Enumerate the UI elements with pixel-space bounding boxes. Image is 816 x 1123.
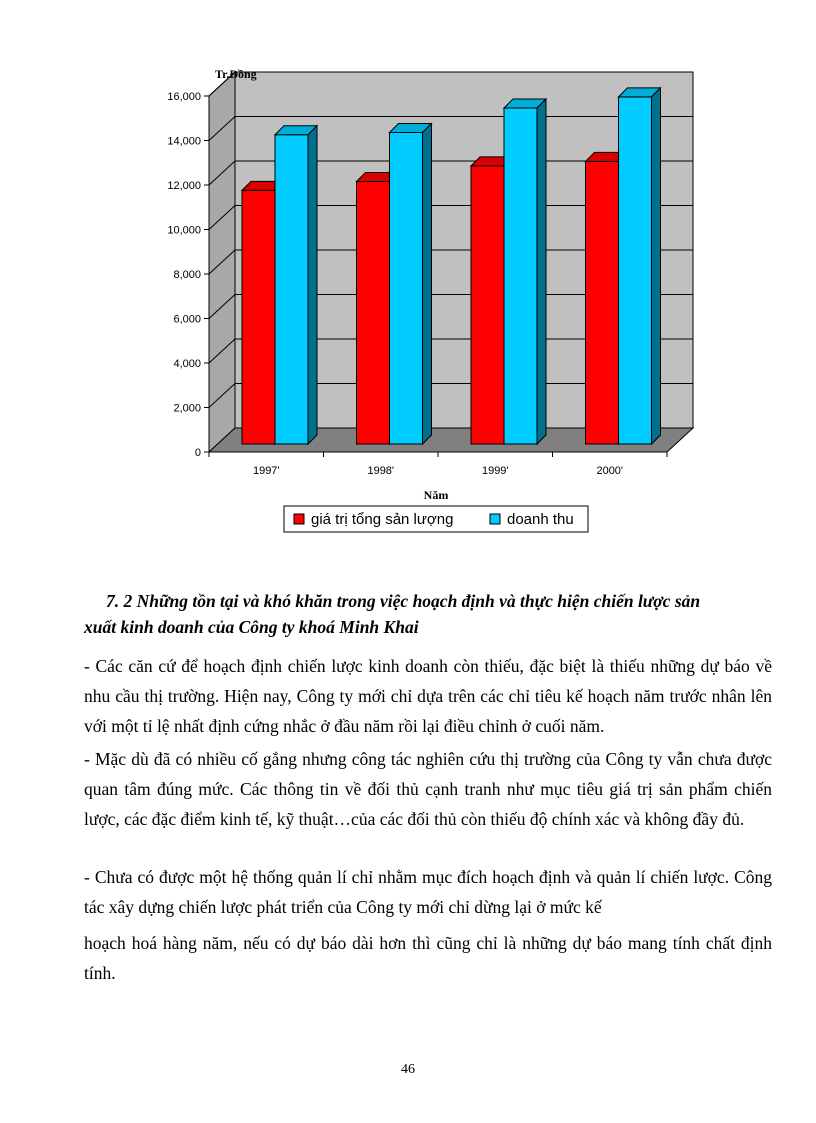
legend-label: doanh thu [507,511,574,528]
bar [390,124,432,445]
bar-side [537,99,546,444]
heading-line-2: xuất kinh doanh của Công ty khoá Minh Khai [84,617,419,637]
bar-front [619,97,652,444]
x-tick-label: 1997' [252,465,280,477]
x-tick-label: 1999' [481,465,509,477]
y-tick-label: 0 [194,447,201,459]
y-tick-label: 8,000 [173,269,201,281]
x-tick-label: 2000' [596,465,624,477]
bar-side [423,124,432,445]
paragraph-1: - Các căn cứ để hoạch định chiến lược kinh doanh còn thiếu, đặc biệt là thiếu những dự báo về nhu cầu thị trường. Hiện nay, Công ty mới chỉ dựa trên các chỉ tiêu kế hoạch năm trước nhân lên với một tỉ lệ nhất định cứng nhắc ở đầu năm rồi lại điều chỉnh ở cuối năm. [84,656,772,736]
bar-front [357,181,390,444]
bar [619,88,661,444]
bar-front [586,161,619,444]
page-number: 46 [401,1062,415,1077]
paragraph-4: hoạch hoá hàng năm, nếu có dự báo dài hơn thì cũng chỉ là những dự báo mang tính chất định tính. [84,933,772,983]
paragraph-2: - Mặc dù đã có nhiều cố gắng nhưng công tác nghiên cứu thị trường của Công ty vẫn chưa được quan tâm đúng mức. Các thông tin về đối thủ cạnh tranh như mục tiêu giá trị sản phẩm chiến lược, các đặc điểm kinh tế, kỹ thuật…của các đối thủ còn thiếu độ chính xác và không đầy đủ. [84,749,772,829]
y-axis-title: Tr.Đồng [215,67,257,81]
legend-swatch [490,514,500,524]
bar-side [652,88,661,444]
bar-front [390,133,423,445]
y-tick-label: 16,000 [167,91,201,103]
y-tick-label: 6,000 [173,313,201,326]
y-tick-label: 14,000 [167,135,201,148]
heading-line-1: 7. 2 Những tồn tại và khó khăn trong việc hoạch định và thực hiện chiến lược sản [106,591,701,611]
bar [504,99,546,444]
paragraph-3: - Chưa có được một hệ thống quản lí chỉ nhằm mục đích hoạch định và quản lí chiến lược. Công tác xây dựng chiến lược phát triển của Công ty mới chỉ dừng lại ở mức kế [84,867,772,917]
y-tick-label: 4,000 [173,358,201,370]
chart-legend [284,506,588,532]
x-axis-title: Năm [423,488,449,502]
bar [275,126,317,444]
x-tick-label: 1998' [367,465,395,477]
legend-swatch [294,514,304,524]
bar-front [471,166,504,444]
y-tick-label: 10,000 [167,224,201,237]
bar-front [275,135,308,444]
bar-chart [0,0,816,540]
bar-front [242,190,275,444]
section-heading [84,588,764,640]
legend-label: giá trị tổng sản lượng [311,511,454,528]
y-tick-label: 2,000 [173,402,201,415]
bar-side [308,126,317,444]
bar-front [504,108,537,444]
y-tick-label: 12,000 [167,180,201,192]
